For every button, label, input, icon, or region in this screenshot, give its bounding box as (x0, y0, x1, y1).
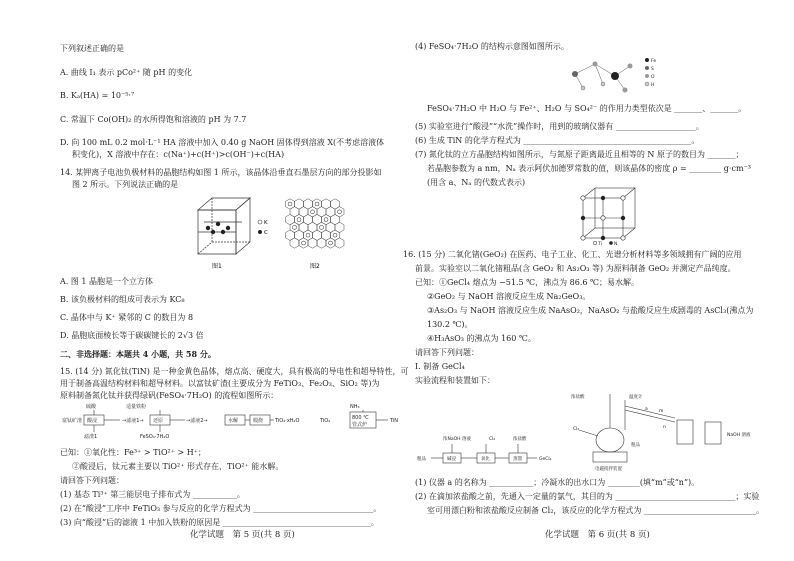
figure-2-label: 图2 (310, 263, 320, 270)
question-16-1: (1) 仪器 a 的名称为 ___________；冷凝水的出水口为 ________(填“m”或“n”)。 (415, 478, 700, 487)
flow-chart-15 (60, 402, 412, 442)
flow-reagent: 硫酸 (86, 404, 97, 410)
question-15-4-cont: FeSO₄·7H₂O 中 H₂O 与 Fe²⁺、H₂O 与 SO₄²⁻ 的作用力类型依次是 _______、_______。 (427, 104, 747, 113)
flow-box: 碱浸 (447, 457, 456, 462)
option-d-cont: 积变化)，X 溶液中存在：c(Na⁺)+c(H⁺)>c(OH⁻)+c(HA) (72, 150, 285, 159)
hex-cell (335, 238, 344, 248)
given-1: 已知：①GeCl₄ 熔点为 −51.5 ℃，沸点为 86.6 ℃；易水解。 (415, 278, 639, 287)
question-15-2: (2) 在“酸浸”工序中 FeTiO₃ 参与反应的化学方程式为 ______________________________。 (60, 504, 382, 513)
svg-text:K: K (264, 220, 268, 226)
given-4: ④H₃AsO₃ 的沸点为 160 ℃。 (427, 334, 536, 343)
feso4-structure (555, 54, 675, 100)
option-d: D. 晶胞底面棱长等于碳碳键长的 2√3 倍 (60, 331, 204, 340)
left-page (60, 0, 412, 561)
option-d: D. 向 100 mL 0.2 mol·L⁻¹ HA 溶液中加入 0.40 g NaOH 固体得到溶液 X(不考虑溶液体 (60, 138, 385, 147)
question-16-2-cont: 室可用漂白粉和浓盐酸反应制备 Cl₂，该反应的化学方程式为 ____________________________。 (427, 506, 764, 515)
hex-cell (308, 238, 317, 248)
hex-cell (290, 238, 299, 248)
option-c: C. 常温下 Co(OH)₂ 的水所得饱和溶液的 pH 为 7.7 (60, 115, 247, 124)
flow-reagent: 浓盐酸 (513, 437, 527, 442)
tin-cell (575, 186, 655, 246)
k-atom-mark (333, 233, 337, 237)
figure-1-cell (198, 198, 250, 254)
question-15-7-cont: (用含 a、Nₐ 的代数式表示) (427, 178, 526, 187)
k-atom-mark (324, 218, 328, 222)
flow-box: 氧化 (481, 457, 490, 462)
flow-byproduct: 滤渣1 (84, 434, 98, 440)
k-atom-mark (306, 233, 310, 237)
svg-text:m: m (659, 409, 664, 414)
flow-reagent: 浓NaOH 溶液 (443, 437, 471, 442)
svg-text:H: H (651, 83, 655, 88)
flow-box: 酸浸 (87, 418, 98, 424)
svg-text:O: O (651, 75, 655, 80)
flow-reagent: NH₃ (350, 404, 360, 410)
option-a: A. 曲线 I₁ 表示 pCo²⁺ 随 pH 的变化 (60, 68, 193, 77)
flow-tio2b: TiO₂ (320, 418, 331, 424)
svg-text:Cl₂: Cl₂ (573, 427, 580, 432)
option-a: A. 图 1 晶胞是一个立方体 (60, 277, 154, 286)
given-3: ③As₂O₃ 与 NaOH 溶液反应生成 NaAsO₂，NaAsO₂ 与盐酸反应生成剧毒的 AsCl₃(沸点为 (427, 306, 754, 315)
question-16-cont: 前景。实验室以二氧化锗粗品(含 GeO₂ 和 As₂O₃ 等) 为原料制备 GeO₂ 并测定产品纯度。 (415, 264, 736, 273)
question-15-cont: 原料制备氮化钛并获得绿矾(FeSO₄·7H₂O) 的流程如图所示： (60, 391, 279, 400)
hex-cell (317, 238, 326, 248)
svg-text:C: C (264, 230, 268, 236)
flow-box: 煅烧 (253, 418, 264, 424)
k-atom-mark (329, 241, 333, 245)
apparatus (579, 394, 721, 462)
flow-reactor: 管式炉 (352, 422, 368, 428)
given-2: ②酸浸后，钛元素主要以 TiO²⁺ 形式存在，TiO²⁺ 能水解。 (72, 462, 284, 471)
question-15-1: (1) 基态 Ti³⁺ 第三能层电子排布式为 ___________。 (60, 490, 245, 499)
flow-box: →滤液2→ (186, 418, 208, 424)
part-1-intro: 实验流程和装置如下： (415, 376, 495, 385)
question-15-4: (4) FeSO₄·7H₂O 的结构示意图如图所示。 (415, 42, 569, 51)
flow-note: →滤液1→ (122, 418, 144, 424)
part-1-heading: Ⅰ. 制备 GeCl₄ (415, 362, 465, 371)
question-15-7: (7) 氮化钛的立方晶胞结构如图所示，与氮原子距离最近且相等的 N 原子的数目为 _______； (415, 150, 744, 159)
tin-legend (593, 241, 617, 246)
given-1: 已知：①氧化性：Fe³⁺ > TiO²⁺ > H⁺； (60, 448, 206, 457)
flow-box: 还原 (153, 418, 164, 424)
flow-box: 水解 (228, 418, 239, 424)
page-footer: 化学试题 第 6 页(共 8 页) (545, 530, 650, 540)
given-3-cont: 130.2 ℃)。 (427, 320, 473, 329)
k-atom-mark (338, 210, 342, 214)
k-atom-mark (302, 241, 306, 245)
flow-product: TiN (390, 418, 399, 424)
svg-text:S: S (651, 67, 654, 72)
option-c: C. 晶体中与 K⁺ 紧邻的 C 的数目为 8 (60, 313, 194, 322)
flow-raw: 富钛矿渣 (62, 418, 83, 424)
question-16: 16. (15 分) 二氧化锗(GeO₂) 在医药、电子工业、化工、光谱分析材料等多领域拥有广阔的应用 (403, 250, 742, 259)
k-atom-mark (288, 202, 292, 206)
crystal-figures (178, 192, 358, 270)
flow-product: GeCl₄ (539, 457, 552, 462)
question-14: 14. 某钾离子电池负极材料的晶胞结构如图 1 所示，该晶体沿垂直石墨层方向的部分投影如 (60, 168, 382, 177)
svg-text:浓盐酸: 浓盐酸 (571, 395, 585, 400)
svg-text:n: n (663, 425, 666, 430)
flow-reagent: Cl₂ (489, 437, 496, 442)
option-b: B. 该负极材料的组成可表示为 KC₈ (60, 295, 185, 304)
flow-byproduct: FeSO₄·7H₂O (140, 434, 170, 440)
svg-text:N: N (614, 242, 618, 246)
flow-reagent: 适量铁粉 (126, 404, 147, 410)
page-footer: 化学试题 第 5 页(共 8 页) (190, 530, 295, 540)
question-15-5: (5) 实验室进行“酸浸”“水洗”操作时，用到的玻璃仪器有 ____________________。 (415, 122, 704, 131)
flow-reactor: 800 ℃ (352, 415, 369, 421)
right-page (403, 0, 767, 561)
svg-text:温度计: 温度计 (629, 395, 643, 400)
svg-text:电磁搅拌装置: 电磁搅拌装置 (595, 467, 622, 472)
k-atom-mark (320, 225, 324, 229)
structure-legend (645, 58, 656, 88)
question-15-6: (6) 生成 TiN 的化学方程式为 __________________________________________。 (415, 136, 700, 145)
k-atom-mark (297, 218, 301, 222)
svg-text:粗品: 粗品 (631, 443, 640, 448)
flow-tio2: TiO₂·xH₂O (275, 418, 300, 424)
option-b: B. Kₐ(HA) = 10⁻⁵·⁷ (60, 91, 135, 100)
k-atom-mark (293, 225, 297, 229)
figure-2-projection (286, 199, 345, 248)
figure-1-label: 图1 (212, 263, 222, 270)
svg-text:Fe: Fe (651, 59, 657, 64)
k-atom-mark (311, 210, 315, 214)
prompt: 请回答下列问题： (60, 476, 124, 485)
ge-flow-apparatus (415, 388, 767, 472)
svg-text:a: a (645, 407, 648, 412)
given-2: ②GeO₂ 与 NaOH 溶液反应生成 Na₂GeO₃。 (427, 292, 591, 301)
section-heading: 二、非选择题：本题共 4 小题，共 58 分。 (60, 349, 216, 359)
figure-1-legend (258, 220, 268, 236)
question-14-cont: 图 2 所示。下列说法正确的是 (72, 180, 179, 189)
question-15-3: (3) 向“酸浸”后的滤液 1 中加入铁粉的原因是 _____________________________________。 (60, 518, 379, 527)
question-15: 15. (14 分) 氮化钛(TiN) 是一种金黄色晶体，熔点高、硬度大，具有极高的导电性和超导特性，可 (60, 367, 409, 376)
k-atom-mark (315, 202, 319, 206)
prompt: 请回答下列问题： (415, 348, 479, 357)
text-line: 下列叙述正确的是 (60, 44, 124, 53)
question-15-7-cont: 若晶胞参数为 a nm，Nₐ 表示阿伏加德罗常数的值，则该晶体的密度 ρ = ________ g·cm⁻³ (427, 164, 751, 173)
question-16-2: (2) 在滴加浓盐酸之前，先通入一定量的氯气，其目的为 ______________________________；实验 (415, 492, 760, 501)
question-15-cont: 用于制备高温结构材料和超导材料。以富钛矿渣(主要成分为 FeTiO₃、Fe₂O₃、SiO₂ 等)为 (60, 379, 380, 388)
flow-box: 蒸馏 (513, 457, 522, 462)
apparatus-labels (571, 393, 751, 472)
svg-text:Ti: Ti (598, 242, 602, 246)
svg-text:NaOH 溶液: NaOH 溶液 (727, 433, 751, 438)
flow-raw: 粗品 (417, 457, 426, 462)
